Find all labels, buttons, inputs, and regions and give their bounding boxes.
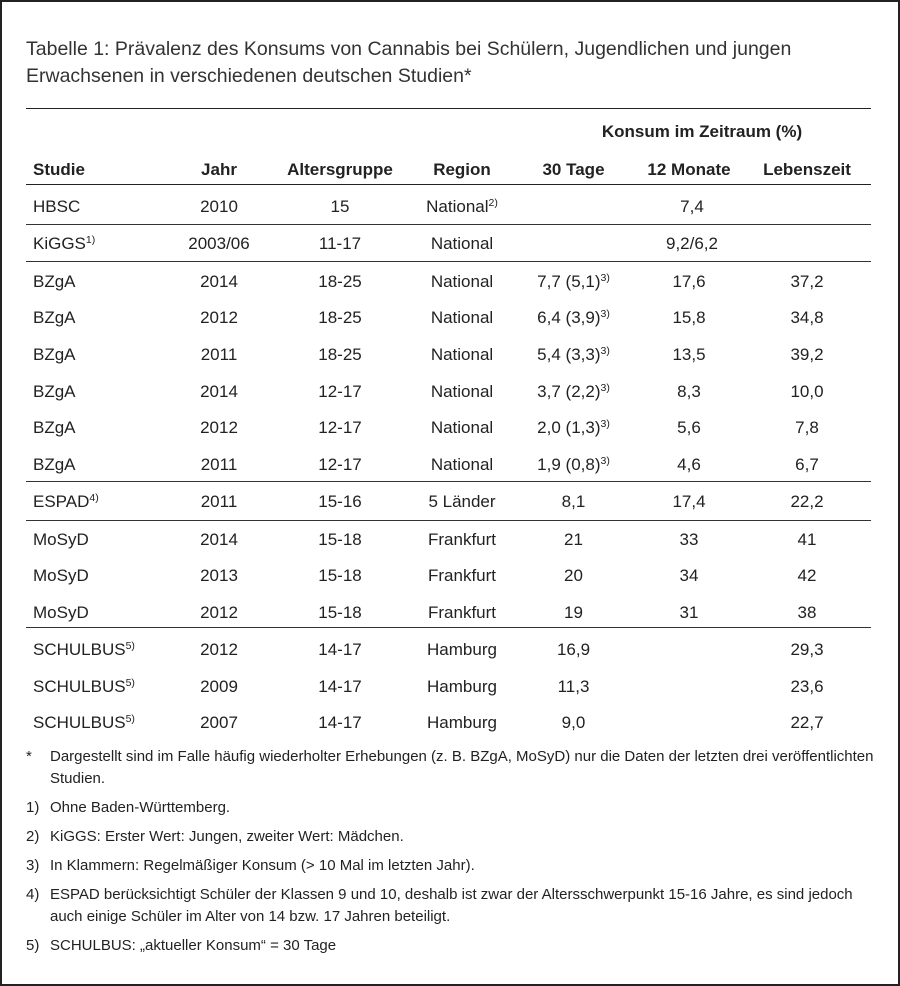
table-row (2, 308, 900, 332)
row-group-separator (26, 481, 871, 482)
cell-12-monate (634, 603, 744, 623)
cell-region (402, 640, 522, 660)
cell-jahr-text: 2007 (200, 713, 238, 732)
footnote-text: ESPAD berücksichtigt Schüler der Klassen 9 und 10, deshalb ist zwar der Altersschwerpunkt 15-16 Jahre, es sind jedoch auch einige Schüler im Alter von 14 bzw. 17 Jahren beteiligt. (50, 886, 853, 925)
cell-region (402, 713, 522, 733)
cell-region (402, 492, 522, 512)
table-row (2, 197, 900, 221)
cell-region (402, 272, 522, 292)
cell-altersgruppe-text: 12-17 (318, 455, 362, 474)
cell-altersgruppe (275, 272, 405, 292)
footnote-ref: 4) (89, 492, 99, 504)
cell-lebenszeit (752, 677, 862, 697)
cell-30-tage (516, 713, 631, 733)
cell-altersgruppe-text: 11-17 (318, 234, 362, 253)
footnote (26, 797, 876, 819)
cell-jahr (174, 455, 264, 475)
cell-studie-text: SCHULBUS (33, 713, 126, 732)
cell-altersgruppe (275, 530, 405, 550)
footnote-text: KiGGS: Erster Wert: Jungen, zweiter Wert: Mädchen. (50, 828, 404, 845)
cell-region-text: National (430, 382, 494, 401)
cell-30-tage-text: 1,9 (0,8) (537, 455, 601, 474)
cell-lebenszeit-text: 23,6 (790, 677, 824, 696)
cell-jahr-text: 2010 (200, 197, 238, 216)
cell-30-tage-text: 11,3 (557, 677, 590, 696)
cell-12-monate-text: 15,8 (672, 308, 706, 327)
cell-lebenszeit (752, 418, 862, 438)
cell-jahr (174, 197, 264, 217)
footnote (26, 855, 876, 877)
cell-30-tage (516, 677, 631, 697)
cell-studie-text: MoSyD (33, 566, 89, 585)
cell-12-monate-text: 17,4 (672, 492, 706, 511)
cell-lebenszeit (752, 566, 862, 586)
cell-studie (33, 713, 135, 733)
footnote-ref: 1) (85, 234, 96, 246)
cell-merged-value (622, 234, 762, 254)
cell-studie (33, 530, 89, 550)
cell-30-tage-text: 5,4 (3,3) (537, 345, 601, 364)
cell-studie-text: BZgA (33, 455, 76, 474)
table-row (2, 713, 900, 737)
col-header-lebenszeit: Lebenszeit (763, 160, 851, 179)
cell-lebenszeit-text: 22,7 (790, 713, 824, 732)
table-row (2, 234, 900, 258)
cell-altersgruppe (275, 492, 405, 512)
cell-jahr (174, 345, 264, 365)
row-group-separator (26, 627, 871, 628)
cell-studie (33, 418, 76, 438)
cell-altersgruppe-text: 15-18 (318, 566, 362, 585)
cell-lebenszeit-text: 41 (797, 530, 817, 549)
cell-lebenszeit (752, 530, 862, 550)
footnote-mark: 4) (26, 886, 40, 903)
footnote-text: Ohne Baden-Württemberg. (50, 799, 231, 816)
cell-altersgruppe-text: 12-17 (318, 382, 362, 401)
cell-altersgruppe-text: 14-17 (318, 640, 362, 659)
cell-30-tage (516, 603, 631, 623)
header-rule (26, 184, 871, 185)
col-header-altersgruppe: Altersgruppe (287, 160, 393, 179)
cell-lebenszeit-text: 42 (797, 566, 817, 585)
cell-jahr-text: 2013 (200, 566, 238, 585)
cell-altersgruppe-text: 18-25 (318, 345, 362, 364)
cell-region (402, 418, 522, 438)
table-caption: Tabelle 1: Prävalenz des Konsums von Cannabis bei Schülern, Jugendlichen und jungen Erwachsenen in verschiedenen deutschen Studien* (26, 38, 792, 87)
footnote-ref: 3) (600, 272, 610, 284)
cell-lebenszeit-text: 7,8 (795, 418, 819, 437)
cell-region (402, 197, 522, 217)
table-row (2, 566, 900, 590)
cell-studie-text: SCHULBUS (33, 677, 126, 696)
cell-region (402, 382, 522, 402)
footnote-mark: * (26, 748, 32, 765)
cell-30-tage (516, 640, 631, 660)
cell-12-monate-text: 13,5 (672, 345, 706, 364)
cell-studie-text: MoSyD (33, 530, 89, 549)
cell-region (402, 455, 522, 475)
cell-altersgruppe-text: 18-25 (318, 272, 362, 291)
cell-altersgruppe (275, 308, 405, 328)
cell-altersgruppe-text: 18-25 (318, 308, 362, 327)
cell-altersgruppe (275, 713, 405, 733)
cell-lebenszeit-text: 38 (797, 603, 817, 622)
cell-jahr (174, 308, 264, 328)
cell-lebenszeit-text: 10,0 (790, 382, 824, 401)
cell-jahr (174, 640, 264, 660)
cell-merged-value (622, 197, 762, 217)
cell-jahr (174, 234, 264, 254)
cell-studie (33, 492, 99, 512)
footnote (26, 935, 876, 957)
cell-studie-text: BZgA (33, 272, 76, 291)
cell-studie-text: MoSyD (33, 603, 89, 622)
cell-30-tage (516, 345, 631, 365)
cell-studie (33, 382, 76, 402)
cell-studie (33, 566, 89, 586)
cell-jahr (174, 418, 264, 438)
cell-region (402, 530, 522, 550)
footnote-text: SCHULBUS: „aktueller Konsum“ = 30 Tage (50, 937, 337, 954)
cell-30-tage (516, 382, 631, 402)
cell-altersgruppe (275, 640, 405, 660)
cell-30-tage-text: 2,0 (1,3) (537, 418, 601, 437)
cell-lebenszeit (752, 345, 862, 365)
col-header-jahr: Jahr (201, 160, 237, 179)
cell-region-text: Frankfurt (427, 530, 497, 549)
cell-12-monate (634, 455, 744, 475)
cell-studie-text: BZgA (33, 418, 76, 437)
footnote-ref: 5) (125, 713, 135, 725)
cell-region (402, 234, 522, 254)
cell-altersgruppe (275, 418, 405, 438)
cell-30-tage (516, 455, 631, 475)
col-header-studie: Studie (33, 160, 85, 179)
footnote-mark: 1) (26, 799, 40, 816)
cell-jahr (174, 272, 264, 292)
table-row (2, 345, 900, 369)
cell-studie-text: HBSC (33, 197, 81, 216)
col-header-region: Region (433, 160, 491, 179)
column-header-row (2, 160, 900, 180)
cell-lebenszeit-text: 37,2 (790, 272, 824, 291)
cell-12-monate-text: 4,6 (677, 455, 701, 474)
cell-30-tage-text: 8,1 (561, 492, 586, 511)
table-row (2, 640, 900, 664)
col-header-12-monate: 12 Monate (647, 160, 731, 179)
table-row (2, 603, 900, 627)
cell-altersgruppe (275, 234, 405, 254)
row-group-separator (26, 224, 871, 225)
cell-studie (33, 308, 76, 328)
cell-lebenszeit (752, 640, 862, 660)
cell-region-text: National (426, 197, 489, 216)
cell-jahr-text: 2012 (200, 308, 238, 327)
cell-30-tage-text: 3,7 (2,2) (537, 382, 601, 401)
table-row (2, 492, 900, 516)
cell-lebenszeit (752, 455, 862, 475)
footnote-ref: 3) (600, 308, 610, 320)
cell-12-monate (634, 566, 744, 586)
cell-region-text: National (430, 418, 494, 437)
cell-region (402, 308, 522, 328)
row-group-separator (26, 261, 871, 262)
cell-30-tage-text: 9,0 (561, 713, 586, 732)
cell-30-tage-text: 20 (564, 566, 583, 585)
cell-altersgruppe (275, 455, 405, 475)
cell-studie-text: KiGGS (33, 234, 86, 253)
cell-region-text: 5 Länder (428, 492, 496, 511)
table-row (2, 418, 900, 442)
cell-region-text: National (430, 234, 494, 253)
cell-30-tage-text: 16,9 (556, 640, 591, 659)
footnote-ref: 2) (488, 197, 498, 209)
table-row (2, 677, 900, 701)
cell-studie-text: BZgA (33, 345, 76, 364)
cell-30-tage (516, 566, 631, 586)
cell-studie (33, 272, 76, 292)
cell-altersgruppe (275, 345, 405, 365)
group-header: Konsum im Zeitraum (%) (601, 122, 803, 141)
cell-jahr (174, 603, 264, 623)
cell-lebenszeit (752, 272, 862, 292)
cell-jahr-text: 2012 (200, 418, 238, 437)
cell-region (402, 603, 522, 623)
footnotes (26, 746, 876, 964)
cell-altersgruppe (275, 197, 405, 217)
cell-region-text: Frankfurt (427, 603, 497, 622)
cell-12-monate-text: 31 (679, 603, 699, 622)
cell-merged-value-text: 7,4 (680, 197, 704, 216)
cell-30-tage-text: 21 (564, 530, 583, 549)
cell-12-monate (634, 418, 744, 438)
footnote-ref: 3) (600, 455, 610, 467)
cell-lebenszeit-text: 29,3 (790, 640, 824, 659)
cell-altersgruppe-text: 15-16 (318, 492, 362, 511)
cell-region-text: National (430, 272, 494, 291)
cell-30-tage-text: 19 (564, 603, 583, 622)
cell-12-monate-text: 8,3 (677, 382, 701, 401)
cell-region (402, 677, 522, 697)
cell-12-monate (634, 530, 744, 550)
cell-12-monate-text: 33 (679, 530, 699, 549)
cell-jahr-text: 2011 (200, 345, 238, 364)
col-header-30-tage: 30 Tage (542, 160, 605, 179)
cell-altersgruppe (275, 603, 405, 623)
footnote-ref: 5) (125, 640, 135, 652)
cell-jahr-text: 2012 (200, 603, 238, 622)
table-row (2, 530, 900, 554)
footnote-text: Dargestellt sind im Falle häufig wiederholter Erhebungen (z. B. BZgA, MoSyD) nur die Daten der letzten drei veröffentlichten Studien. (50, 748, 874, 787)
cell-12-monate-text: 5,6 (677, 418, 701, 437)
cell-altersgruppe-text: 15-18 (318, 603, 362, 622)
cell-studie-text: ESPAD (33, 492, 90, 511)
cell-lebenszeit-text: 22,2 (790, 492, 824, 511)
footnote-ref: 3) (600, 382, 610, 394)
cell-studie (33, 234, 95, 254)
cell-region-text: Hamburg (427, 677, 497, 696)
cell-altersgruppe-text: 14-17 (318, 713, 362, 732)
cell-12-monate-text: 17,6 (672, 272, 706, 291)
cell-lebenszeit (752, 492, 862, 512)
cell-region (402, 566, 522, 586)
footnote-mark: 3) (26, 857, 40, 874)
cell-altersgruppe (275, 382, 405, 402)
cell-12-monate (634, 345, 744, 365)
cell-12-monate (634, 272, 744, 292)
cell-jahr (174, 566, 264, 586)
cell-altersgruppe (275, 677, 405, 697)
footnote (26, 826, 876, 848)
cell-12-monate (634, 308, 744, 328)
cell-lebenszeit-text: 6,7 (795, 455, 819, 474)
cell-studie (33, 455, 76, 475)
cell-jahr-text: 2009 (200, 677, 238, 696)
table-row (2, 455, 900, 479)
footnote-ref: 5) (125, 677, 135, 689)
cell-studie-text: BZgA (33, 308, 76, 327)
cell-altersgruppe-text: 15-18 (318, 530, 362, 549)
cell-studie-text: SCHULBUS (33, 640, 126, 659)
footnote-mark: 5) (26, 937, 40, 954)
cell-region-text: National (430, 308, 494, 327)
table-row (2, 272, 900, 296)
cell-lebenszeit (752, 603, 862, 623)
cell-jahr (174, 530, 264, 550)
footnote (26, 884, 876, 928)
cell-region-text: Frankfurt (427, 566, 497, 585)
cell-jahr (174, 492, 264, 512)
footnote-ref: 3) (600, 418, 610, 430)
table-row (2, 382, 900, 406)
cell-30-tage (516, 272, 631, 292)
cell-jahr-text: 2014 (200, 272, 238, 291)
cell-lebenszeit (752, 713, 862, 733)
cell-studie (33, 640, 135, 660)
cell-12-monate (634, 382, 744, 402)
cell-jahr-text: 2011 (200, 492, 238, 511)
cell-30-tage (516, 492, 631, 512)
cell-jahr (174, 713, 264, 733)
cell-jahr (174, 382, 264, 402)
cell-30-tage (516, 418, 631, 438)
top-rule (26, 108, 871, 109)
cell-30-tage-text: 6,4 (3,9) (537, 308, 601, 327)
cell-lebenszeit-text: 39,2 (790, 345, 824, 364)
footnote-ref: 3) (600, 345, 610, 357)
cell-studie (33, 603, 89, 623)
cell-lebenszeit (752, 308, 862, 328)
cell-12-monate-text: 34 (679, 566, 699, 585)
cell-merged-value-text: 9,2/6,2 (666, 234, 718, 253)
cell-region (402, 345, 522, 365)
cell-jahr-text: 2014 (200, 530, 238, 549)
cell-12-monate (634, 492, 744, 512)
cell-30-tage (516, 530, 631, 550)
cell-jahr-text: 2012 (200, 640, 238, 659)
cell-altersgruppe-text: 15 (330, 197, 350, 216)
cell-jahr (174, 677, 264, 697)
cell-region-text: Hamburg (427, 640, 497, 659)
footnote-text: In Klammern: Regelmäßiger Konsum (> 10 Mal im letzten Jahr). (50, 857, 475, 874)
cell-region-text: National (430, 455, 494, 474)
cell-30-tage-text: 7,7 (5,1) (537, 272, 601, 291)
cell-30-tage (516, 308, 631, 328)
cell-lebenszeit-text: 34,8 (790, 308, 824, 327)
footnote-mark: 2) (26, 828, 40, 845)
cell-altersgruppe-text: 14-17 (318, 677, 362, 696)
cell-studie (33, 197, 80, 217)
footnote (26, 746, 876, 790)
cell-lebenszeit (752, 382, 862, 402)
cell-jahr-text: 2014 (200, 382, 238, 401)
cell-jahr-text: 2011 (200, 455, 238, 474)
cell-studie-text: BZgA (33, 382, 76, 401)
cell-studie (33, 677, 135, 697)
cell-altersgruppe (275, 566, 405, 586)
cell-region-text: National (430, 345, 494, 364)
cell-jahr-text: 2003/06 (188, 234, 250, 253)
cell-altersgruppe-text: 12-17 (318, 418, 362, 437)
cell-region-text: Hamburg (427, 713, 497, 732)
cell-studie (33, 345, 76, 365)
row-group-separator (26, 520, 871, 521)
